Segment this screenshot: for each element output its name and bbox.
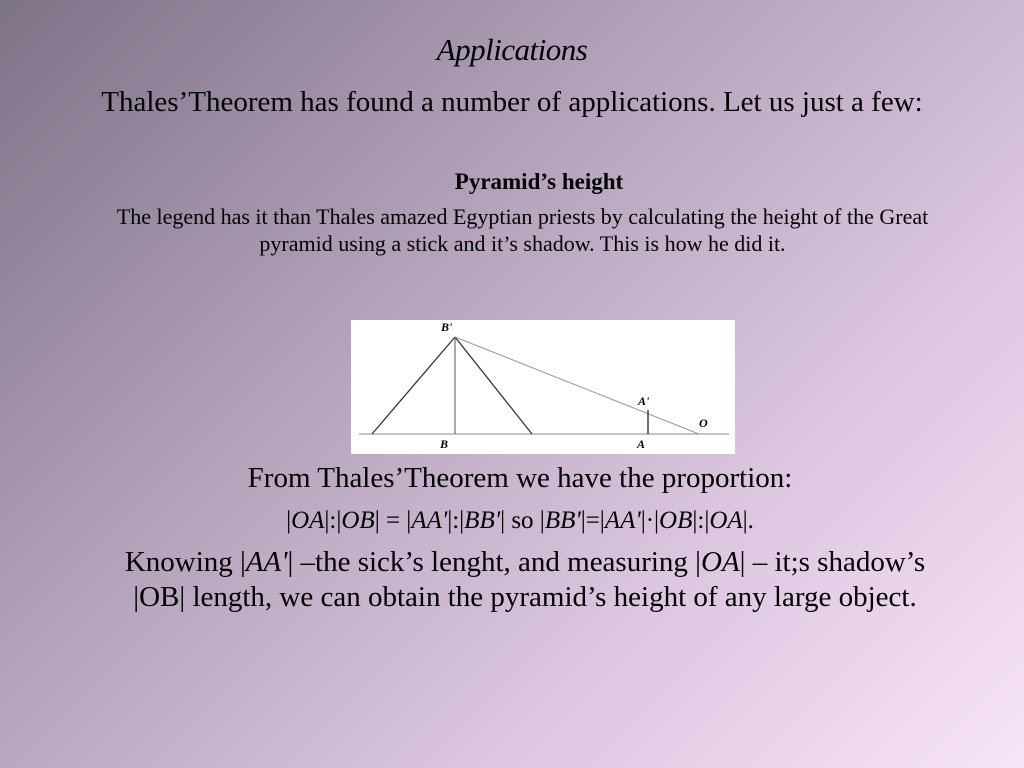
conclusion-text: Knowing | [124, 546, 246, 578]
conclusion-segment: OA [701, 546, 740, 578]
label-b-prime: B' [441, 320, 453, 334]
formula-text: |·| [640, 507, 660, 534]
intro-paragraph: Thales’Theorem has found a number of applications. Let us just a few: [101, 86, 923, 118]
formula-text: | [286, 507, 292, 534]
label-a-prime: A' [638, 394, 650, 408]
slide-title: Applications [436, 32, 588, 67]
formula-text: |. [742, 507, 754, 534]
label-b: B [440, 437, 449, 451]
proportion-intro: From Thales’Theorem we have the proportion: [247, 462, 793, 494]
pyramid-right-edge [455, 337, 532, 434]
conclusion-text: | –the sick’s lenght, and measuring | [287, 546, 701, 578]
formula-segment: OB [659, 507, 693, 534]
formula-text: | = | [374, 507, 412, 534]
conclusion-paragraph [110, 545, 940, 615]
pyramid-diagram-svg [351, 320, 735, 454]
formula-segment: OA [709, 507, 743, 534]
proportion-formula [0, 507, 1024, 535]
conclusion-segment: AA' [245, 546, 288, 578]
pyramid-left-edge [372, 337, 455, 434]
section-heading: Pyramid’s height [454, 169, 624, 194]
legend-paragraph: The legend has it than Thales amazed Egyptian priests by calculating the height of the Great pyramid using a stick and it’s shadow. This is how he did it. [116, 204, 929, 256]
formula-segment: AA' [411, 507, 448, 534]
formula-text: |:| [447, 507, 465, 534]
label-a: A [637, 437, 646, 451]
formula-text: | so | [500, 507, 545, 534]
conclusion-text: | – it;s shadow’s |OB| length, we can obtain the pyramid’s height of any large object. [133, 546, 926, 613]
formula-text: |=| [580, 507, 605, 534]
pyramid-diagram [351, 320, 735, 454]
formula-text: |:| [692, 507, 710, 534]
formula-segment: BB' [464, 507, 501, 534]
shadow-ray-line [455, 337, 699, 434]
formula-segment: AA' [604, 507, 641, 534]
formula-segment: BB' [544, 507, 581, 534]
label-o: O [699, 416, 708, 430]
formula-segment: OA [291, 507, 325, 534]
formula-text: |:| [324, 507, 342, 534]
formula-segment: OB [341, 507, 375, 534]
